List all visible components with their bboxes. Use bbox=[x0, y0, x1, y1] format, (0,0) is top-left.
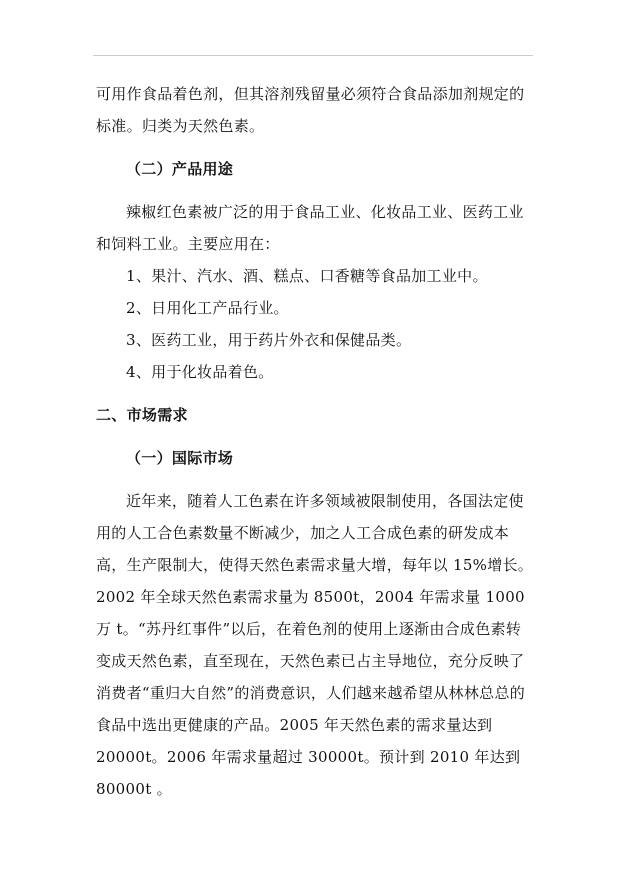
list-item: 4、用于化妆品着色。 bbox=[126, 363, 274, 381]
heading-market-demand: 二、市场需求 bbox=[96, 406, 188, 424]
document-body bbox=[96, 78, 536, 805]
header-rule bbox=[93, 55, 533, 56]
heading-international-market: （一）国际市场 bbox=[126, 449, 234, 467]
international-market-body: 近年来，随着人工色素在许多领域被限制使用，各国法定使用的人工合色素数量不断减少，加之人工合成色素的研发成本高，生产限制大，使得天然色素需求量大增，每年以 15%增长。2002 年全球天然色素需求量为 8500t，2004 年需求量 1000 万 t。“苏丹红事件”以后，在着色剂的使用上逐渐由合成色素转变成天然色素，直至现在，天然色素已占主导地位，充分反映了消费者“重归大自然”的消费意识，人们越来越希望从林林总总的食品中选出更健康的产品。2005 年天然色素的需求量达到 20000t。2006 年需求量超过 30000t。预计到 2010 年达到 80000t 。 bbox=[96, 492, 534, 798]
heading-product-use: （二）产品用途 bbox=[126, 160, 234, 178]
continuation-paragraph: 可用作食品着色剂，但其溶剂残留量必须符合食品添加剂规定的标准。归类为天然色素。 bbox=[96, 85, 525, 135]
list-item: 2、日用化工产品行业。 bbox=[126, 299, 289, 317]
list-item: 1、果汁、汽水、酒、糕点、口香糖等食品加工业中。 bbox=[126, 267, 488, 285]
list-item: 3、医药工业，用于药片外衣和保健品类。 bbox=[126, 331, 412, 349]
product-use-intro: 辣椒红色素被广泛的用于食品工业、化妆品工业、医药工业和饲料工业。主要应用在： bbox=[96, 203, 524, 253]
